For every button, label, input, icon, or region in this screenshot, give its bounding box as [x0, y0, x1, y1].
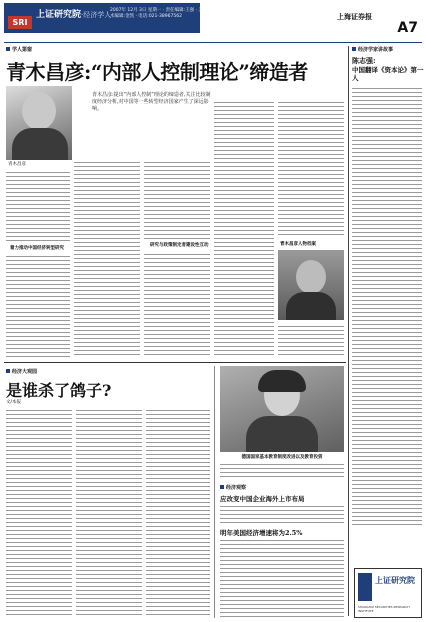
right-section-label: 经济学家讲故事 [352, 46, 393, 53]
subhead-1: 着力推动中国经济转型研究 [10, 246, 64, 251]
portrait-photo-woman [220, 366, 344, 452]
profile-photo [278, 250, 344, 320]
bottom-mid-section-label: 经济观察 [220, 484, 246, 491]
woman-photo-caption: 德国国家基本教育制度改进以及教育投资 [241, 455, 323, 460]
footer-logo-sub: SHANGHAI SECURITIES RESEARCH INSTITUTE [358, 605, 410, 613]
bottom-mid-headline-1: 应改变中国企业海外上市布局 [220, 495, 305, 503]
page-header [0, 0, 426, 44]
masthead-bar [4, 3, 203, 33]
column-divider [348, 46, 349, 616]
main-headline: 青木昌彦:“内部人控制理论”缔造者 [6, 60, 308, 84]
page-number: A7 [397, 20, 418, 36]
column-title: 上证研究院·经济学人 [36, 10, 112, 20]
subhead-2: 研究与政策制定者建设性互动 [150, 243, 209, 248]
issue-meta: 2007年 12月 3日 星期一 · 责任编辑:王强 · 美术编辑:金凯 · 电话:021-38967562 [110, 8, 203, 19]
right-kicker: 陈志强: [352, 56, 376, 65]
body-text-column-3b [144, 252, 210, 358]
bottom-divider [214, 366, 215, 618]
middle-rule [4, 362, 346, 363]
bottom-left-text-2 [76, 408, 142, 618]
woman-caption-text [220, 462, 344, 480]
newspaper-name: 上海证券报 [337, 12, 372, 21]
bottom-mid-text-1 [220, 504, 344, 524]
bottom-left-text-3 [146, 408, 210, 618]
header-rule [4, 42, 422, 43]
body-text-column-1b [6, 254, 70, 358]
body-text-column-3a [144, 160, 210, 240]
body-text-column-1a [6, 170, 70, 242]
bottom-left-headline: 是谁杀了鸽子? [6, 381, 112, 400]
body-text-column-5 [278, 100, 344, 238]
bottom-mid-headline-2: 明年美国经济增速将为2.5% [220, 529, 303, 537]
main-intro: 青木昌彦:提出“内部人控制”理论的缔造者,关注比较制度经济分析,对中国等一些转型经济国家产生了深远影响。 [92, 92, 211, 112]
bottom-left-text-1 [6, 408, 72, 618]
body-text-column-2 [74, 160, 140, 358]
sri-logo: SRI [8, 16, 32, 29]
bottom-left-author: 文/本报 [6, 400, 22, 405]
footer-logo [354, 568, 422, 618]
portrait-caption: 青木昌彦 [8, 162, 26, 167]
portrait-photo [6, 86, 72, 160]
profile-text [278, 324, 344, 358]
right-body-text [352, 86, 422, 526]
bottom-left-section-label: 经济大观园 [6, 368, 37, 375]
footer-logo-name: 上证研究院 [375, 576, 415, 585]
profile-box-label: 青木昌彦人物档案 [280, 242, 316, 247]
bottom-mid-text-2 [220, 538, 344, 618]
body-text-column-4 [214, 100, 274, 358]
main-section-label: 学人第窗 [6, 46, 32, 53]
right-headline: 中国翻译《资本论》第一人 [352, 66, 424, 82]
